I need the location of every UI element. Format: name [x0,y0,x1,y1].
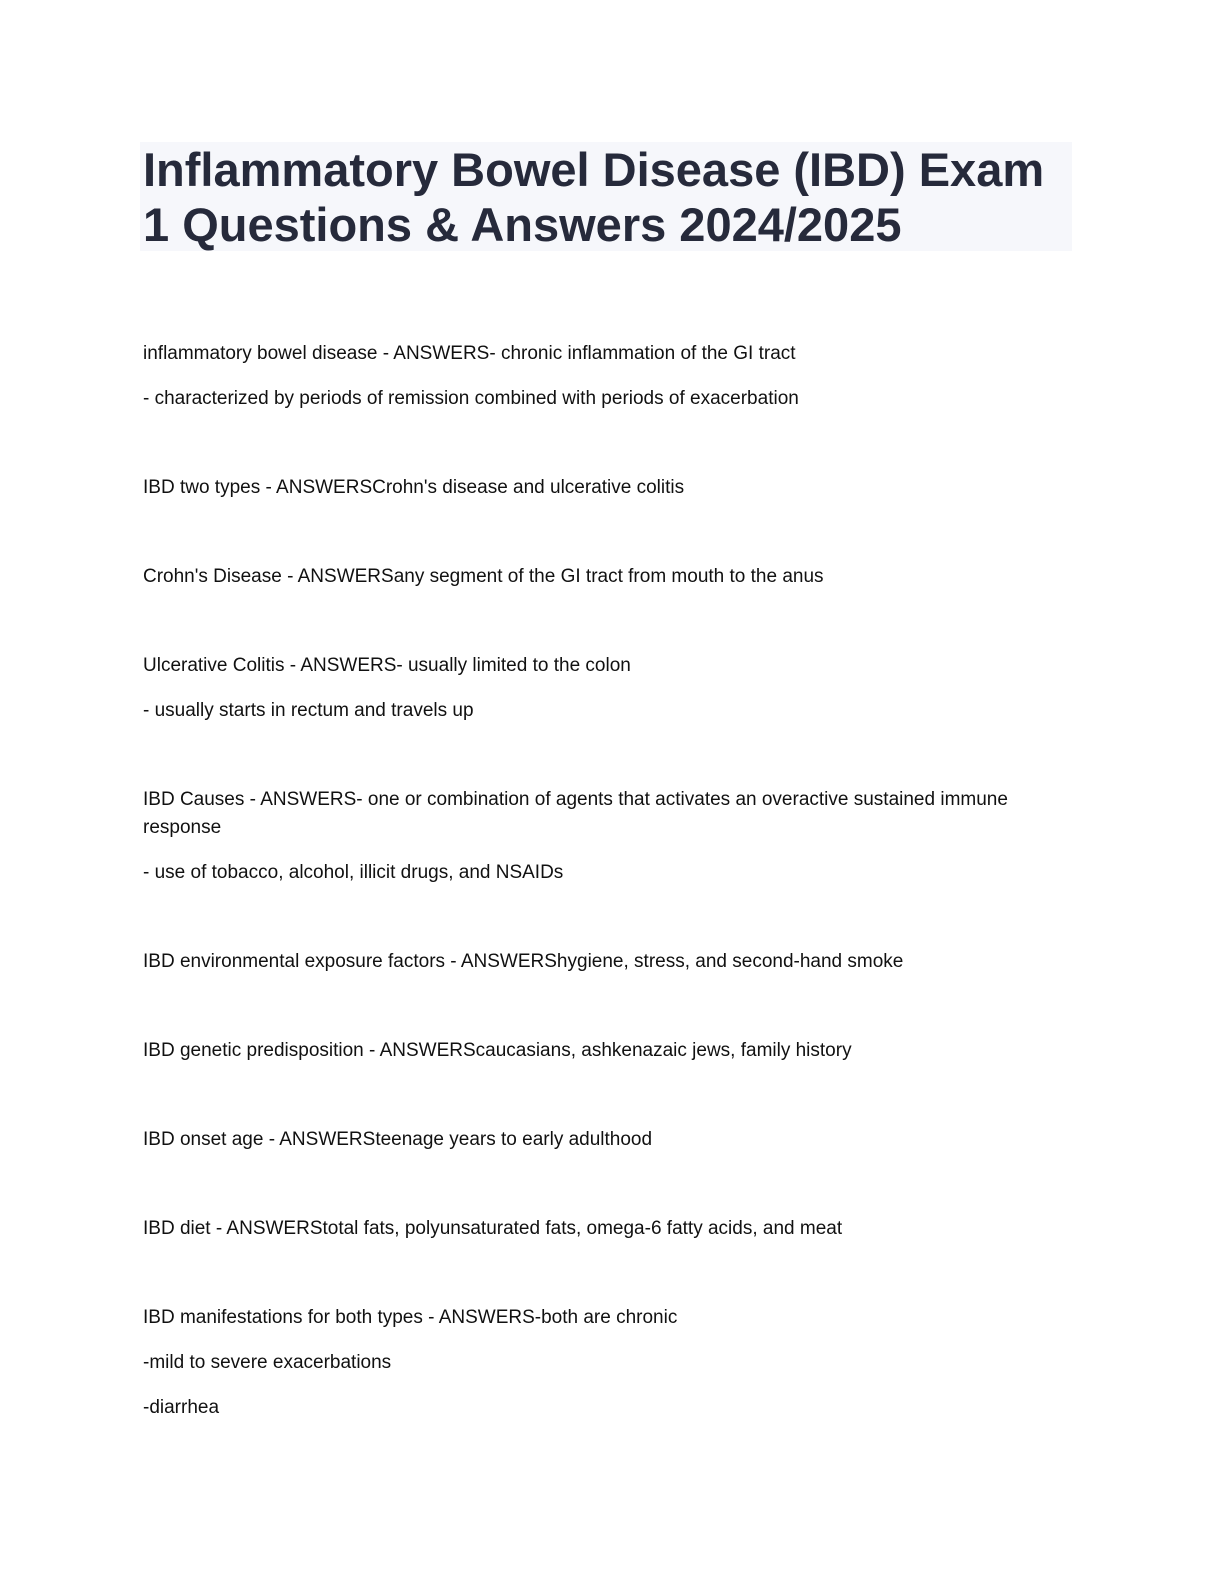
qa-line: Crohn's Disease - ANSWERSany segment of the GI tract from mouth to the anus [143,566,824,587]
qa-line: IBD diet - ANSWERStotal fats, polyunsaturated fats, omega-6 fatty acids, and meat [143,1218,843,1239]
qa-line: - use of tobacco, alcohol, illicit drugs, and NSAIDs [143,862,564,883]
qa-line: IBD Causes - ANSWERS- one or combination of agents that activates an overactive sustained immune [143,789,1008,810]
qa-line: IBD environmental exposure factors - ANSWERShygiene, stress, and second-hand smoke [143,951,904,972]
qa-line: IBD manifestations for both types - ANSWERS-both are chronic [143,1307,678,1328]
document-title [143,142,1044,252]
qa-line: Ulcerative Colitis - ANSWERS- usually limited to the colon [143,655,631,676]
title-highlight-box [140,142,1072,251]
title-line-1: Inflammatory Bowel Disease (IBD) Exam [143,143,1045,196]
qa-line: - characterized by periods of remission combined with periods of exacerbation [143,388,799,409]
qa-line: -mild to severe exacerbations [143,1352,392,1373]
qa-line: IBD two types - ANSWERSCrohn's disease and ulcerative colitis [143,477,685,498]
title-line-2: 1 Questions & Answers 2024/2025 [143,198,902,251]
qa-line: IBD onset age - ANSWERSteenage years to early adulthood [143,1129,653,1150]
qa-line: - usually starts in rectum and travels up [143,700,474,721]
qa-line: -diarrhea [143,1397,220,1418]
qa-line: IBD genetic predisposition - ANSWERScaucasians, ashkenazaic jews, family history [143,1040,852,1061]
qa-line: inflammatory bowel disease - ANSWERS- chronic inflammation of the GI tract [143,343,796,364]
qa-line: response [143,817,222,838]
